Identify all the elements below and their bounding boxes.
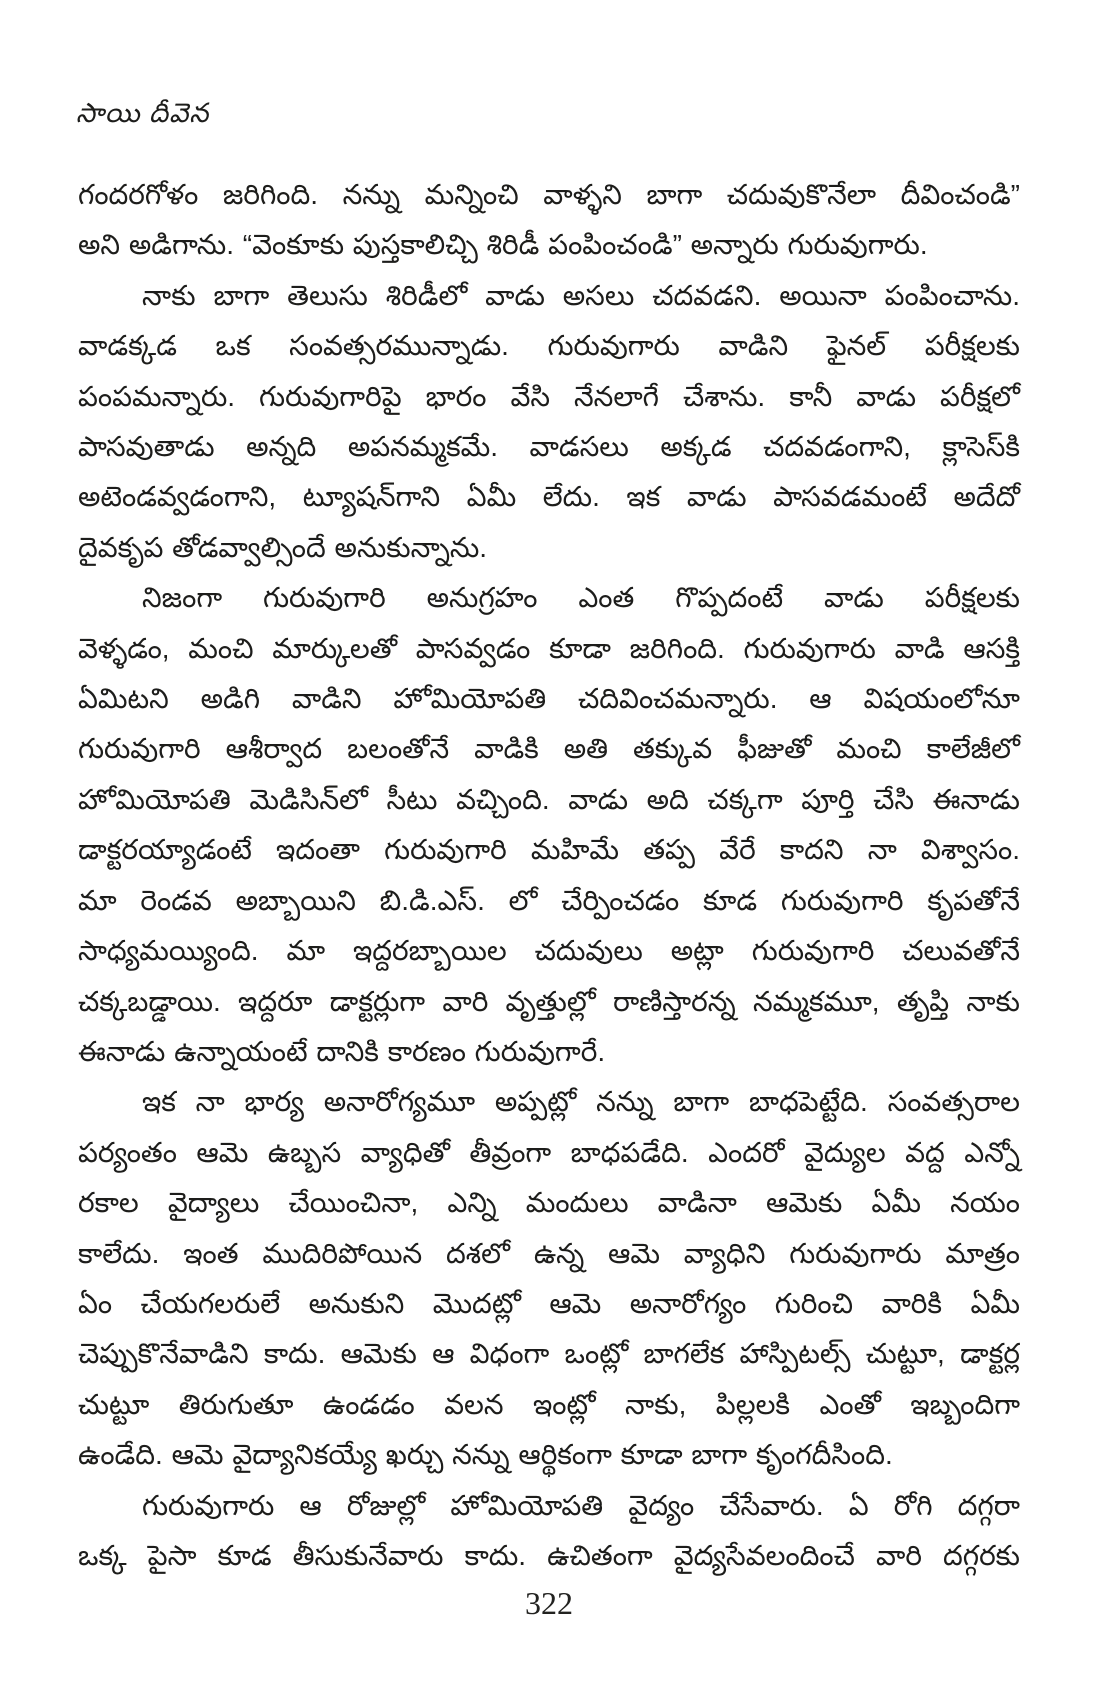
text-line: పంపమన్నారు. గురువుగారిపై భారం వేసి నేనలాగే చేశాను. కానీ వాడు పరీక్షలో <box>78 380 1020 412</box>
text-line: మా రెండవ అబ్బాయిని బి.డి.ఎస్. లో చేర్పించడం కూడ గురువుగారి కృపతోనే <box>78 884 1020 916</box>
text-line: నిజంగా గురువుగారి అనుగ్రహం ఎంత గొప్పదంటే వాడు పరీక్షలకు <box>142 582 1020 614</box>
running-header: సాయి దీవెన <box>76 98 210 128</box>
paragraph <box>78 1077 1020 1480</box>
page-number: 322 <box>525 1585 573 1621</box>
paragraph <box>78 573 1020 1077</box>
text-line: దైవకృప తోడవ్వాల్సిందే అనుకున్నాను. <box>78 531 488 563</box>
text-line: పాసవుతాడు అన్నది అపనమ్మకమే. వాడసలు అక్కడ చదవడంగాని, క్లాసెస్‌కి <box>78 431 1020 463</box>
page-body <box>78 170 1020 1581</box>
text-line: రకాల వైద్యాలు చేయించినా, ఎన్ని మందులు వాడినా ఆమెకు ఏమీ నయం <box>78 1187 1020 1219</box>
text-line: చక్కబడ్డాయి. ఇద్దరూ డాక్టర్లుగా వారి వృత్తుల్లో రాణిస్తారన్న నమ్మకమూ, తృప్తి నాకు <box>78 985 1020 1017</box>
text-line: ఏం చేయగలరులే అనుకుని మొదట్లో ఆమె అనారోగ్యం గురించి వారికి ఏమీ <box>78 1287 1020 1319</box>
text-line: చుట్టూ తిరుగుతూ ఉండడం వలన ఇంట్లో నాకు, పిల్లలకి ఎంతో ఇబ్బందిగా <box>78 1388 1020 1420</box>
text-line: గురువుగారి ఆశీర్వాద బలంతోనే వాడికి అతి తక్కువ ఫీజుతో మంచి కాలేజీలో <box>78 733 1020 765</box>
text-line: వాడక్కడ ఒక సంవత్సరమున్నాడు. గురువుగారు వాడిని ఫైనల్ పరీక్షలకు <box>78 330 1020 362</box>
paragraph <box>78 1481 1020 1582</box>
text-line: చెప్పుకొనేవాడిని కాదు. ఆమెకు ఆ విధంగా ఒంట్లో బాగలేక హాస్పిటల్స్ చుట్టూ, డాక్టర్ల <box>78 1338 1020 1370</box>
paragraph <box>78 271 1020 573</box>
text-line: గురువుగారు ఆ రోజుల్లో హోమియోపతి వైద్యం చేసేవారు. ఏ రోగి దగ్గరా <box>142 1489 1020 1521</box>
text-line: కాలేదు. ఇంత ముదిరిపోయిన దశలో ఉన్న ఆమె వ్యాధిని గురువుగారు మాత్రం <box>78 1237 1020 1269</box>
text-line: హోమియోపతి మెడిసిన్‌లో సీటు వచ్చింది. వాడు అది చక్కగా పూర్తి చేసి ఈనాడు <box>78 783 1020 815</box>
text-line: పర్యంతం ఆమె ఉబ్బస వ్యాధితో తీవ్రంగా బాధపడేది. ఎందరో వైద్యుల వద్ద ఎన్నో <box>78 1136 1020 1168</box>
text-line: అటెండవ్వడంగాని, ట్యూషన్‌గాని ఏమీ లేదు. ఇక వాడు పాసవడమంటే అదేదో <box>78 481 1020 513</box>
text-line: ఒక్క పైసా కూడ తీసుకునేవారు కాదు. ఉచితంగా వైద్యసేవలందించే వారి దగ్గరకు <box>78 1539 1020 1571</box>
text-line: ఏమిటని అడిగి వాడిని హోమియోపతి చదివించమన్నారు. ఆ విషయంలోనూ <box>78 683 1020 715</box>
text-line: వెళ్ళడం, మంచి మార్కులతో పాసవ్వడం కూడా జరిగింది. గురువుగారు వాడి ఆసక్తి <box>78 632 1020 664</box>
paragraph <box>78 170 1020 271</box>
text-line: గందరగోళం జరిగింది. నన్ను మన్నించి వాళ్ళని బాగా చదువుకొనేలా దీవించండి” <box>78 179 1020 210</box>
text-line: సాధ్యమయ్యింది. మా ఇద్దరబ్బాయిల చదువులు అట్లా గురువుగారి చలువతోనే <box>78 935 1020 967</box>
text-line: ఇక నా భార్య అనారోగ్యమూ అప్పట్లో నన్ను బాగా బాధపెట్టేది. సంవత్సరాల <box>142 1086 1020 1118</box>
text-line: ఈనాడు ఉన్నాయంటే దానికి కారణం గురువుగారే. <box>78 1035 606 1067</box>
text-line: అని అడిగాను. “వెంకూకు పుస్తకాలిచ్చి శిరిడీ పంపించండి” అన్నారు గురువుగారు. <box>78 229 928 261</box>
text-line: ఉండేది. ఆమె వైద్యానికయ్యే ఖర్చు నన్ను ఆర్థికంగా కూడా బాగా కృంగదీసింది. <box>78 1439 893 1471</box>
text-line: డాక్టరయ్యాడంటే ఇదంతా గురువుగారి మహిమే తప్ప వేరే కాదని నా విశ్వాసం. <box>78 834 1020 866</box>
text-line: నాకు బాగా తెలుసు శిరిడీలో వాడు అసలు చదవడని. అయినా పంపించాను. <box>142 279 1020 311</box>
